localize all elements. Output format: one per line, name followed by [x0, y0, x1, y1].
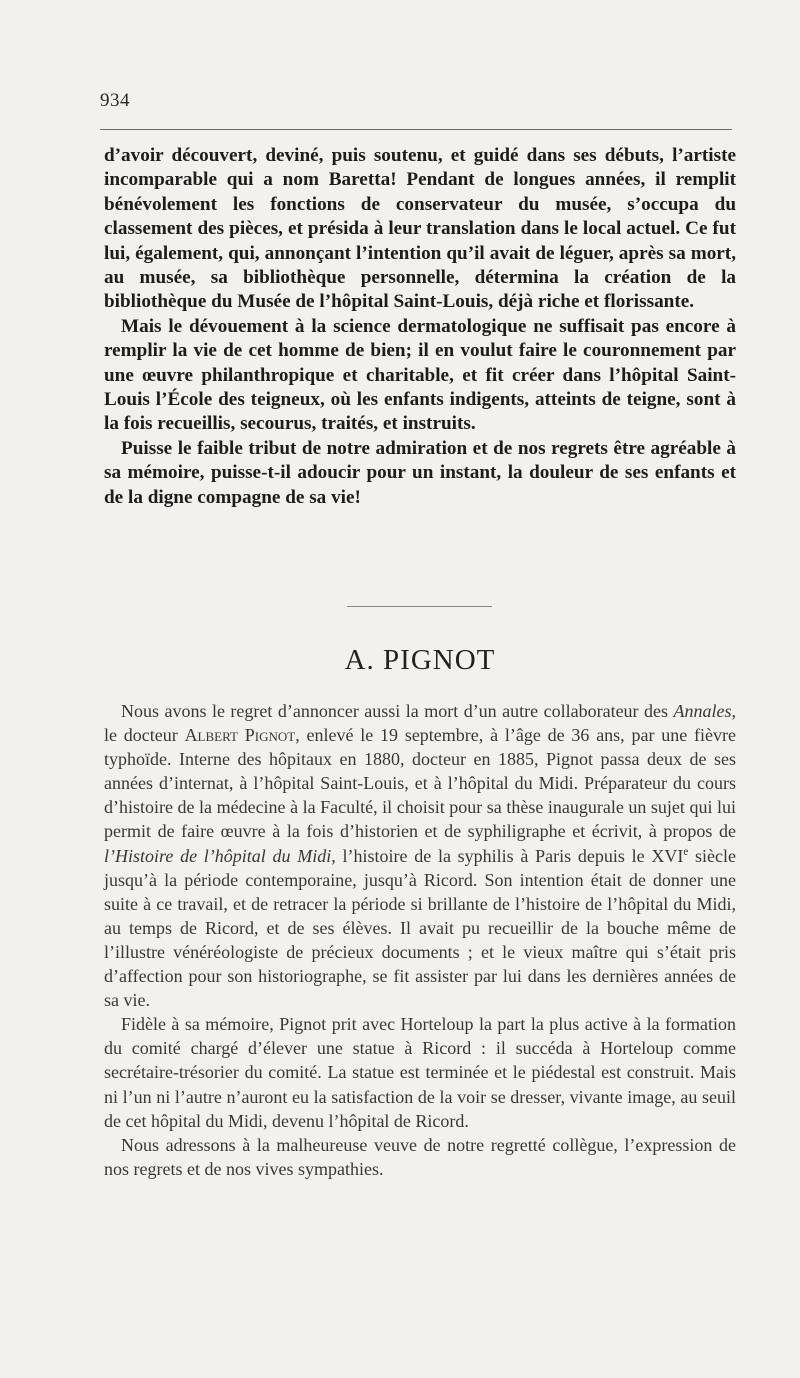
section-divider [347, 606, 492, 607]
pignot-obituary [104, 699, 736, 1181]
journal-title: Annales [673, 701, 732, 721]
paragraph: Mais le dévouement à la science dermatologique ne suffisait pas encore à remplir la vie de cet homme de bien; il en voulut faire le couronnement par une œuvre philanthropique et charitable, et fit créer dans l’hôpital Saint-Louis l’École des teigneux, où les enfants indigents, atteints de teigne, sont à la fois recueillis, secourus, traités, et instruits. [104, 315, 736, 435]
page-number: 934 [100, 90, 130, 111]
header-rule [100, 129, 732, 130]
section-heading: A. PIGNOT [344, 644, 496, 676]
text-run: siècle jusqu’à la période contemporaine, jusqu’à Ricord. Son intention était de donner une suite à ce travail, et de retracer la période si brillante de l’histoire de l’hôpital du Midi, au temps de Ricord, et de ses élèves. Il avait pu recueillir de la bouche même de l’illustre vénéréologiste de précieux documents ; et le vieux maître qui s’était pris d’affection pour son historiographe, se fit assister par lui dans les dernières années de sa vie. [104, 845, 737, 1011]
paragraph: Nous adressons à la malheureuse veuve de notre regretté collègue, l’expression de nos regrets et de nos vives sympathies. [104, 1134, 736, 1179]
text-run: , l’histoire de la syphilis à Paris depuis le XVI [331, 845, 684, 866]
thesis-title: l’Histoire de l’hôpital du Midi [104, 845, 332, 866]
text-run: , le docteur [104, 701, 736, 746]
century-superscript: e [683, 845, 689, 858]
person-name: Albert Pignot [184, 725, 296, 746]
paragraph: d’avoir découvert, deviné, puis soutenu, et guidé dans ses débuts, l’artiste incomparable qui a nom Baretta! Pendant de longues années, il remplit bénévolement les fonctions de conservateur du musée, s’occupa du classement des pièces, et présida à leur translation dans le local actuel. Ce fut lui, également, qui, annonçant l’intention qu’il avait de léguer, après sa mort, au musée, sa bibliothèque personnelle, détermina la création de la bibliothèque du Musée de l’hôpital Saint-Louis, déjà riche et florissante. [104, 145, 736, 313]
paragraph [104, 699, 736, 1012]
text-run: , enlevé le 19 septembre, à l’âge de 36 ans, par une fièvre typhoïde. Interne des hôpitaux en 1880, docteur en 1885, Pignot passa deux de ses années d’internat, à l’hôpital Saint-Louis, et à l’hôpital du Midi. Préparateur du cours d’histoire de la médecine à la Faculté, il choisit pour sa thèse inaugurale un sujet qui lui permit de faire œuvre à la fois d’historien et de syphiligraphe et écrivit, à propos de [104, 725, 737, 842]
text-run: Nous avons le regret d’annoncer aussi la mort d’un autre collaborateur des [121, 701, 674, 721]
obituary-continuation [104, 144, 736, 510]
paragraph: Puisse le faible tribut de notre admiration et de nos regrets être agréable à sa mémoire, puisse-t-il adoucir pour un instant, la douleur de ses enfants et de la digne compagne de sa vie! [104, 437, 736, 508]
paragraph: Fidèle à sa mémoire, Pignot prit avec Horteloup la part la plus active à la formation du comité chargé d’élever une statue à Ricord : il succéda à Horteloup comme secrétaire-trésorier du comité. La statue est terminée et le piédestal est construit. Mais ni l’un ni l’autre n’auront eu la satisfaction de la voir se dresser, vivante image, au seuil de cet hôpital du Midi, devenu l’hôpital de Ricord. [104, 1014, 736, 1131]
